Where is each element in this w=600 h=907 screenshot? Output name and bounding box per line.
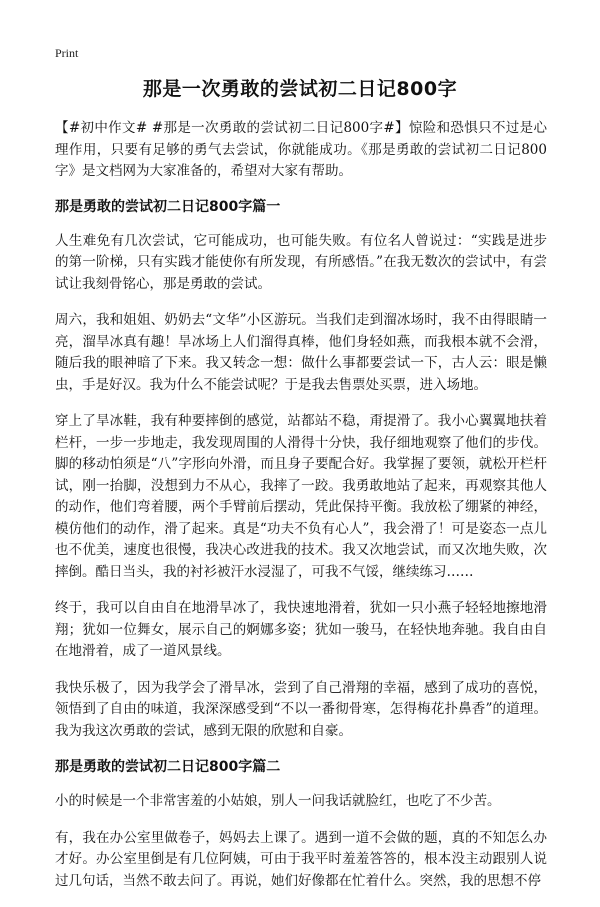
article-body [55,118,547,907]
page-title: 那是一次勇敢的尝试初二日记800字 [142,78,458,100]
section-1-paragraph: 终于，我可以自由自在地滑旱冰了，我快速地滑着，犹如一只小燕子轻轻地擦地滑翔；犹如一位舞女，展示自己的婀娜多姿；犹如一骏马，在轻快地奔驰。我自由自在地滑着，成了一道风景线。 [55,600,547,659]
intro-paragraph: 【#初中作文# #那是一次勇敢的尝试初二日记800字#】惊险和恐惧只不过是心理作用，只要有足够的勇气去尝试，你就能成功。《那是勇敢的尝试初二日记800字》是文档网为大家准备的，希望对大家有帮助。 [55,120,547,179]
section-2-paragraph: 有，我在办公室里做卷子，妈妈去上课了。遇到一道不会做的题，真的不知怎么办才好。办公室里倒是有几位阿姨，可由于我平时羞羞答答的，根本没主动跟别人说过几句话，当然不敢去问了。再说，她们好像都在忙着什么。突然，我的思想不停 [55,829,547,889]
section-2-paragraph: 小的时候是一个非常害羞的小姑娘，别人一问我话就脸红，也吃了不少苦。 [55,793,501,809]
section-1-paragraph: 人生难免有几次尝试，它可能成功，也可能失败。有位名人曾说过：“实践是进步的第一阶梯，只有实践才能使你有所发现，有所感悟。”在我无数次的尝试中，有尝试让我刻骨铭心，那是勇敢的尝试。 [55,232,547,292]
print-link[interactable]: Print [55,46,79,60]
section-heading-1: 那是勇敢的尝试初二日记800字篇一 [55,198,281,215]
section-heading-2: 那是勇敢的尝试初二日记800字篇二 [55,759,281,775]
section-1-paragraph: 周六，我和姐姐、奶奶去“文华”小区游玩。当我们走到溜冰场时，我不由得眼睛一亮，溜旱冰真有趣！旱冰场上人们溜得真棒，他们身轻如燕，而我根本就不会滑，随后我的眼神暗了下来。我又转念一想：做什么事都要尝试一下，古人云：眼是懒虫，手是好汉。我为什么不能尝试呢？于是我去售票处买票，进入场地。 [55,312,547,393]
section-1-paragraph: 穿上了旱冰鞋，我有种要摔倒的感觉，站都站不稳，甭提滑了。我小心翼翼地扶着栏杆，一步一步地走，我发现周围的人滑得十分快，我仔细地观察了他们的步伐。脚的移动怕须是“八”字形向外滑，而且身子要配合好。我掌握了要领，就松开栏杆试，刚一抬脚，没想到力不从心，我摔了一跤。我勇敢地站了起来，再观察其他人的动作，他们弯着腰，两个手臂前后摆动，凭此保持平衡。我放松了绷紧的神经，模仿他们的动作，滑了起来。真是“功夫不负有心人”，我会滑了！可是姿态一点儿也不优美，速度也很慢，我决心改进我的技术。我又次地尝试，而又次地失败，次摔倒。酷日当头，我的衬衫被汗水浸湿了，可我不气馁，继续练习…… [55,413,547,580]
section-1-paragraph: 我快乐极了，因为我学会了滑旱冰，尝到了自己滑翔的幸福，感到了成功的喜悦，领悟到了自由的味道，我深深感受到“不以一番彻骨寒，怎得梅花扑鼻香”的道理。我为我这次勇敢的尝试，感到无限的欣慰和自豪。 [55,679,547,739]
